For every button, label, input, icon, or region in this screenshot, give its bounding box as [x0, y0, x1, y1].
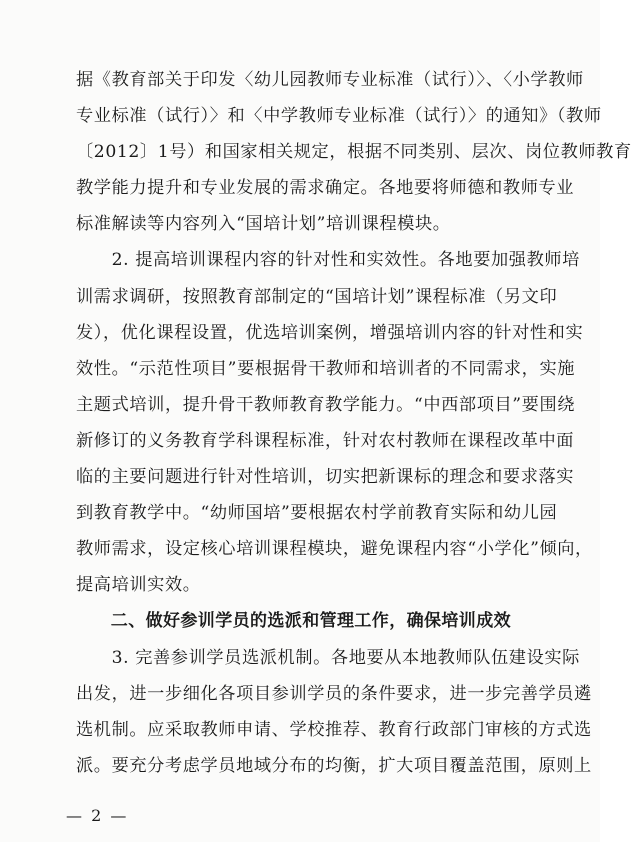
body-text — [76, 62, 632, 784]
text-line: 新修订的义务教育学科课程标准，针对农村教师在课程改革中面 — [76, 430, 575, 451]
text-line: 出发，进一步细化各项目参训学员的条件要求，进一步完善学员遴 — [76, 683, 592, 704]
text-line: 2. 提高培训课程内容的针对性和实效性。各地要加强教师培 — [76, 250, 580, 271]
text-line: 效性。“示范性项目”要根据骨干教师和培训者的不同需求，实施 — [76, 358, 576, 379]
text-line: 发），优化课程设置，优选培训案例，增强培训内容的针对性和实 — [76, 322, 584, 343]
text-line: 提高培训实效。 — [76, 575, 201, 596]
text-line: 主题式培训，提升骨干教师教育教学能力。“中西部项目”要围绕 — [76, 394, 576, 415]
text-line: 教学能力提升和专业发展的需求确定。各地要将师德和教师专业 — [76, 178, 575, 199]
page-number: — 2 — — [66, 806, 129, 825]
text-line: 据《教育部关于印发〈幼儿园教师专业标准（试行）〉、〈小学教师 — [76, 70, 584, 90]
text-line: 〔2012〕1号）和国家相关规定，根据不同类别、层次、岗位教师教育 — [76, 142, 632, 163]
text-line: 教师需求，设定核心培训课程模块，避免课程内容“小学化”倾向， — [76, 539, 593, 560]
text-line: 训需求调研，按照教育部制定的“国培计划”课程标准（另文印 — [76, 286, 558, 307]
text-line: 派。要充分考虑学员地域分布的均衡，扩大项目覆盖范围，原则上 — [76, 755, 592, 776]
text-line: 到教育教学中。“幼师国培”要根据农村学前教育实际和幼儿园 — [76, 503, 558, 524]
text-line: 标准解读等内容列入“国培计划”培训课程模块。 — [76, 214, 451, 235]
section-heading: 二、做好参训学员的选派和管理工作，确保培训成效 — [76, 611, 511, 632]
text-line: 选机制。应采取教师申请、学校推荐、教育行政部门审核的方式选 — [76, 719, 592, 740]
text-line: 临的主要问题进行针对性培训，切实把新课标的理念和要求落实 — [76, 467, 575, 488]
text-line: 专业标准（试行）〉和〈中学教师专业标准（试行）〉的通知》（教师 — [76, 106, 602, 127]
text-line: 3. 完善参训学员选派机制。各地要从本地教师队伍建设实际 — [76, 647, 580, 668]
